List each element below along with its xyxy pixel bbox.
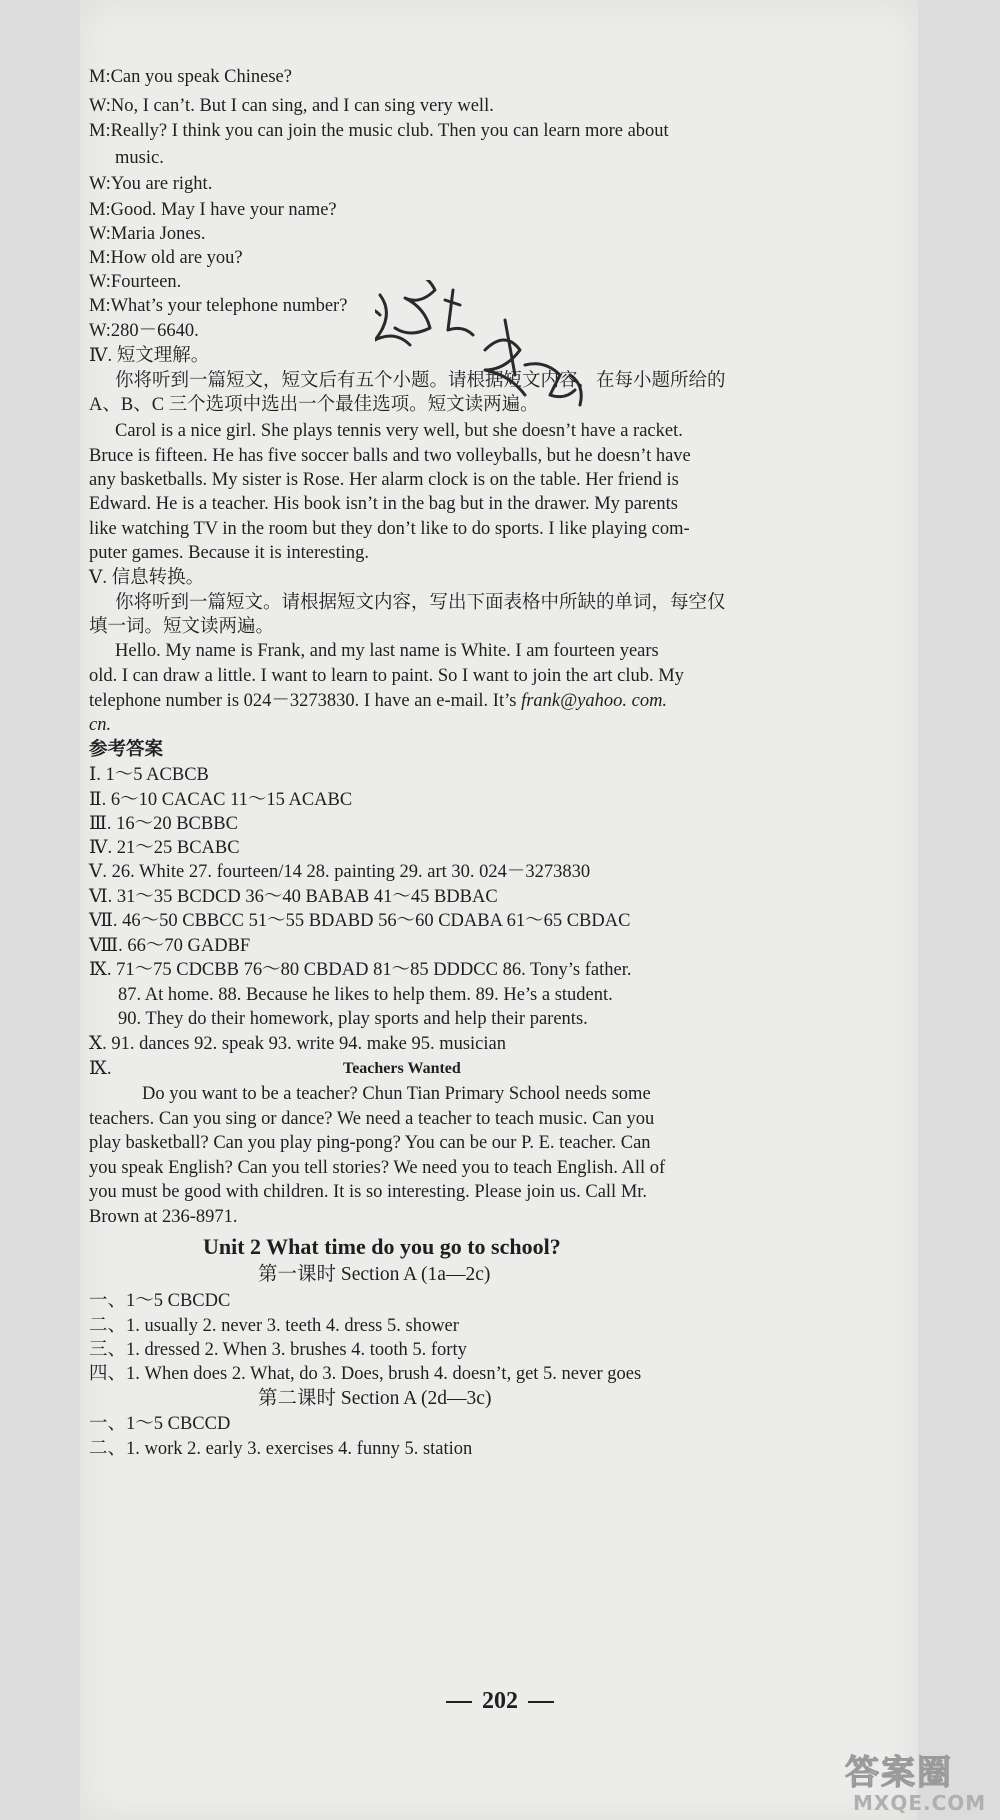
answer-line: Ⅴ. 26. White 27. fourteen/14 28. painting 29. art 30. 024－3273830	[89, 862, 591, 882]
dialogue-line: M:Can you speak Chinese?	[89, 67, 292, 87]
email-text: frank@yahoo. com.	[521, 691, 668, 711]
passage-line: Edward. He is a teacher. His book isn’t in the bag but in the drawer. My parents	[89, 494, 678, 514]
answer-line: 一、1～5 CBCDC	[89, 1291, 231, 1311]
unit-title: Unit 2 What time do you go to school?	[203, 1234, 561, 1259]
essay-line: play basketball? Can you play ping-pong? You can be our P. E. teacher. Can	[89, 1133, 651, 1153]
essay-line: you speak English? Can you tell stories? We need you to teach English. All of	[89, 1158, 666, 1178]
answer-line: 四、1. When does 2. What, do 3. Does, brush 4. doesn’t, get 5. never goes	[89, 1364, 642, 1384]
dialogue-line: W:No, I can’t. But I can sing, and I can sing very well.	[89, 96, 494, 116]
lesson-heading: 第二课时 Section A (2d—3c)	[258, 1388, 492, 1409]
dialogue-line: M:Good. May I have your name?	[89, 200, 337, 220]
dialogue-line: M:How old are you?	[89, 248, 243, 268]
answer-line: 87. At home. 88. Because he likes to help them. 89. He’s a student.	[118, 985, 613, 1005]
dialogue-line: W:Maria Jones.	[89, 224, 206, 244]
instruction-line: 填一词。短文读两遍。	[89, 617, 275, 637]
dialogue-line: W:280－6640.	[89, 321, 199, 341]
passage-line: like watching TV in the room but they don’t like to do sports. I like playing com-	[89, 519, 690, 539]
watermark-url: MXQE.COM	[853, 1791, 987, 1815]
answer-line: Ⅳ. 21～25 BCABC	[89, 838, 240, 858]
instruction-line: A、B、C 三个选项中选出一个最佳选项。短文读两遍。	[89, 395, 539, 415]
answer-line: 90. They do their homework, play sports and help their parents.	[118, 1009, 588, 1029]
passage-line: puter games. Because it is interesting.	[89, 543, 369, 563]
passage-line: any basketballs. My sister is Rose. Her alarm clock is on the table. Her friend is	[89, 470, 679, 490]
answers-heading: 参考答案	[89, 740, 164, 760]
answer-line: Ⅶ. 46～50 CBBCC 51～55 BDABD 56～60 CDABA 61～65 CBDAC	[89, 911, 631, 931]
dialogue-line: M:What’s your telephone number?	[89, 296, 348, 316]
passage-line: old. I can draw a little. I want to learn to paint. So I want to join the art club. My	[89, 666, 684, 686]
lesson-heading: 第一课时 Section A (1a—2c)	[258, 1264, 491, 1285]
essay-label: Ⅸ.	[89, 1059, 112, 1079]
answer-line: 三、1. dressed 2. When 3. brushes 4. tooth 5. forty	[89, 1340, 467, 1360]
watermark-logo	[845, 1745, 995, 1815]
answer-line: 二、1. usually 2. never 3. teeth 4. dress 5. shower	[89, 1316, 459, 1336]
email-text-end: cn.	[89, 715, 112, 735]
answer-line: Ⅲ. 16～20 BCBBC	[89, 814, 238, 834]
section-heading: Ⅴ. 信息转换。	[89, 568, 205, 588]
answer-line: Ⅰ. 1～5 ACBCB	[89, 765, 209, 785]
dialogue-line: W:You are right.	[89, 174, 213, 194]
essay-line: you must be good with children. It is so interesting. Please join us. Call Mr.	[89, 1182, 648, 1202]
answer-line: Ⅹ. 91. dances 92. speak 93. write 94. make 95. musician	[89, 1034, 506, 1054]
dialogue-line: music.	[115, 148, 164, 168]
answer-line: 一、1～5 CBCCD	[89, 1414, 231, 1434]
watermark-text: 答案圈	[845, 1753, 953, 1793]
essay-title: Teachers Wanted	[343, 1060, 461, 1077]
essay-line: Brown at 236-8971.	[89, 1207, 238, 1227]
answer-line: 二、1. work 2. early 3. exercises 4. funny 5. station	[89, 1439, 473, 1459]
passage-line	[89, 688, 667, 714]
answer-line: Ⅱ. 6～10 CACAC 11～15 ACABC	[89, 790, 353, 810]
answer-line: Ⅵ. 31～35 BCDCD 36～40 BABAB 41～45 BDBAC	[89, 887, 498, 907]
passage-text: telephone number is 024－3273830. I have an e-mail. It’s	[89, 691, 522, 711]
handwriting-scribble	[375, 280, 655, 480]
dialogue-line: W:Fourteen.	[89, 272, 182, 292]
page-number-text: 202	[482, 1688, 518, 1714]
instruction-line: 你将听到一篇短文，短文后有五个小题。请根据短文内容，在每小题所给的	[115, 371, 726, 391]
dialogue-line: M:Really? I think you can join the music club. Then you can learn more about	[89, 121, 669, 141]
page-number	[0, 1688, 1000, 1715]
answer-line: Ⅷ. 66～70 GADBF	[89, 936, 251, 956]
essay-line: teachers. Can you sing or dance? We need a teacher to teach music. Can you	[89, 1109, 655, 1129]
instruction-line: 你将听到一篇短文。请根据短文内容，写出下面表格中所缺的单词，每空仅	[115, 593, 726, 613]
section-heading: Ⅳ. 短文理解。	[89, 346, 210, 366]
passage-line: Bruce is fifteen. He has five soccer balls and two volleyballs, but he doesn’t have	[89, 446, 691, 466]
passage-line: Carol is a nice girl. She plays tennis very well, but she doesn’t have a racket.	[115, 421, 683, 441]
passage-line: Hello. My name is Frank, and my last name is White. I am fourteen years	[115, 641, 659, 661]
essay-line: Do you want to be a teacher? Chun Tian Primary School needs some	[142, 1084, 651, 1104]
answer-line: Ⅸ. 71～75 CDCBB 76～80 CBDAD 81～85 DDDCC 86. Tony’s father.	[89, 960, 632, 980]
